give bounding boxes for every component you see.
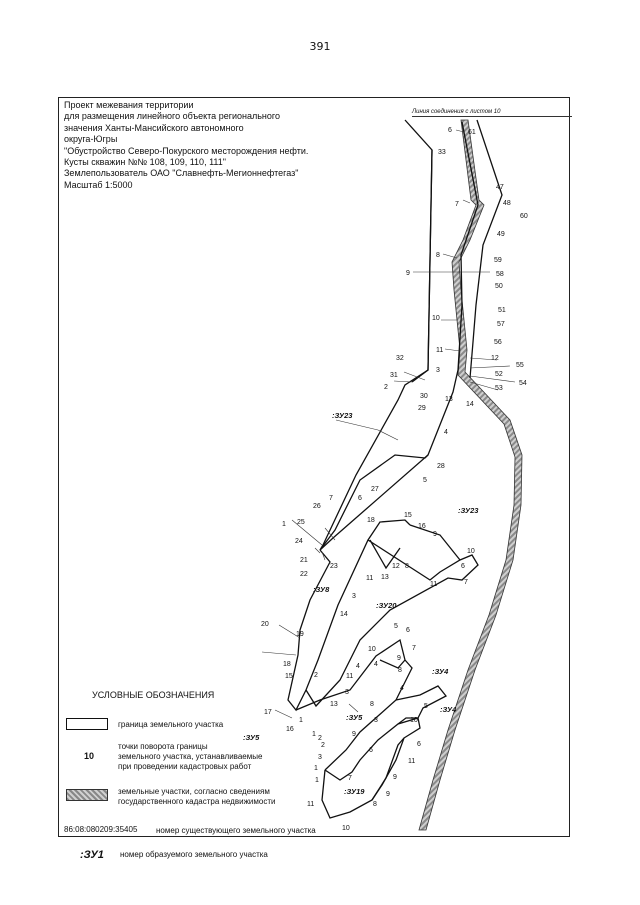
point-label: 22 xyxy=(300,571,308,578)
point-label: 13 xyxy=(445,396,453,403)
legend-point-line: земельного участка, устанавливаемые xyxy=(118,752,263,761)
point-label: 13 xyxy=(330,701,338,708)
title-line: для размещения линейного объекта регионального xyxy=(64,111,280,122)
point-label: 59 xyxy=(494,257,502,264)
point-label: 1 xyxy=(312,731,316,738)
point-label: 6 xyxy=(369,747,373,754)
parcel-zu5-lower xyxy=(322,718,420,818)
legend-existing-line: земельные участки, согласно сведениям xyxy=(118,787,270,796)
parcel-label: :ЗУ5 xyxy=(243,733,260,742)
point-label: 7 xyxy=(464,579,468,586)
point-label: 10 xyxy=(368,646,376,653)
point-label: 15 xyxy=(285,673,293,680)
point-label: 2 xyxy=(318,735,322,742)
point-label: 21 xyxy=(300,557,308,564)
parcel-label: :ЗУ23 xyxy=(458,506,479,515)
point-label: 9 xyxy=(397,655,401,662)
point-label: 11 xyxy=(346,673,354,680)
legend-cadastral-text: номер существующего земельного участка xyxy=(156,826,316,835)
legend-title: УСЛОВНЫЕ ОБОЗНАЧЕНИЯ xyxy=(92,690,215,700)
legend-boundary-swatch xyxy=(66,718,108,730)
point-label: 6 xyxy=(406,627,410,634)
point-label: 4 xyxy=(356,663,360,670)
point-label: 27 xyxy=(371,486,379,493)
point-label: 50 xyxy=(495,283,503,290)
legend-existing-line: государственного кадастра недвижимости xyxy=(118,797,276,806)
point-label: 1 xyxy=(314,765,318,772)
legend-parcel-text: номер образуемого земельного участка xyxy=(120,850,268,859)
parcel-label: :ЗУ5 xyxy=(346,713,363,722)
parcel-label: :ЗУ4 xyxy=(432,667,449,676)
point-label: 15 xyxy=(404,512,412,519)
parcel-label: :ЗУ4 xyxy=(440,705,457,714)
parcel-zu8 xyxy=(288,520,410,710)
parcel-zu5-upper xyxy=(296,640,412,770)
point-label: 4 xyxy=(444,429,448,436)
parcel-label: :ЗУ19 xyxy=(344,787,365,796)
point-label: 4 xyxy=(400,685,404,692)
point-label: 3 xyxy=(318,754,322,761)
point-label: 16 xyxy=(418,523,426,530)
title-line: Проект межевания территории xyxy=(64,100,194,110)
point-label: 48 xyxy=(503,200,511,207)
point-label: 18 xyxy=(283,661,291,668)
point-label: 16 xyxy=(286,726,294,733)
point-label: 47 xyxy=(496,184,504,191)
point-label: 33 xyxy=(438,149,446,156)
point-label: 9 xyxy=(406,270,410,277)
point-label: 18 xyxy=(367,517,375,524)
point-label: 3 xyxy=(436,367,440,374)
point-label: 9 xyxy=(386,791,390,798)
point-label: 54 xyxy=(519,380,527,387)
point-label: 11 xyxy=(436,347,444,354)
title-line: округа-Югры xyxy=(64,134,118,145)
point-label: 1 xyxy=(282,521,286,528)
point-label: 3 xyxy=(352,593,356,600)
point-label: 8 xyxy=(405,563,409,570)
point-label: 7 xyxy=(329,495,333,502)
point-label: 30 xyxy=(420,393,428,400)
point-label: 3 xyxy=(374,717,378,724)
point-label: 12 xyxy=(491,355,499,362)
legend-existing-swatch xyxy=(66,789,108,801)
title-line: Землепользователь ОАО "Славнефть-Мегионнефтегаз" xyxy=(64,168,299,179)
parcel-label: :ЗУ23 xyxy=(332,411,353,420)
point-label: 1 xyxy=(315,777,319,784)
legend-point-line: при проведении кадастровых работ xyxy=(118,762,252,771)
point-label: 29 xyxy=(418,405,426,412)
title-line: Кусты скважин №№ 108, 109, 110, 111" xyxy=(64,157,226,168)
point-label: 6 xyxy=(448,127,452,134)
point-label: 10 xyxy=(342,825,350,832)
sheet-link-label: Линия соединения с листом 10 xyxy=(412,109,572,117)
point-label: 28 xyxy=(437,463,445,470)
point-label: 52 xyxy=(495,371,503,378)
point-label: 8 xyxy=(436,252,440,259)
point-label: 11 xyxy=(307,801,315,808)
point-label: 49 xyxy=(497,231,505,238)
legend-boundary-text: граница земельного участка xyxy=(118,720,224,729)
point-label: 8 xyxy=(398,667,402,674)
point-label: 4 xyxy=(374,661,378,668)
point-label: 51 xyxy=(498,307,506,314)
point-label: 11 xyxy=(366,575,374,582)
point-label: 9 xyxy=(433,531,437,538)
point-label: 2 xyxy=(314,672,318,679)
point-label: 9 xyxy=(352,731,356,738)
point-label: 6 xyxy=(417,741,421,748)
title-line: значения Ханты-Мансийского автономного xyxy=(64,122,244,133)
point-label: 32 xyxy=(396,355,404,362)
point-label: 10 xyxy=(467,548,475,555)
parcel-label: :ЗУ20 xyxy=(376,601,397,610)
point-label: 61 xyxy=(468,129,476,136)
legend-cadastral-sample: 86:08:080209:35405 xyxy=(64,825,138,834)
point-label: 14 xyxy=(466,401,474,408)
point-label: 53 xyxy=(495,385,503,392)
point-label: 7 xyxy=(412,645,416,652)
point-label: 11 xyxy=(430,581,438,588)
point-label: 12 xyxy=(392,563,400,570)
parcel-label: :ЗУ8 xyxy=(313,585,330,594)
legend-parcel-sample: :ЗУ1 xyxy=(80,849,104,861)
point-label: 58 xyxy=(496,271,504,278)
legend-point-line: точки поворота границы xyxy=(118,742,208,751)
page-number: 391 xyxy=(309,40,331,53)
point-label: 13 xyxy=(381,574,389,581)
point-label: 31 xyxy=(390,372,398,379)
point-label: 8 xyxy=(370,701,374,708)
point-label: 10 xyxy=(432,315,440,322)
point-label: 5 xyxy=(394,623,398,630)
point-label: 7 xyxy=(348,775,352,782)
point-label: 5 xyxy=(424,703,428,710)
point-label: 8 xyxy=(373,801,377,808)
legend-point-text xyxy=(118,742,262,772)
point-label: 55 xyxy=(516,362,524,369)
point-label: 2 xyxy=(384,384,388,391)
point-label: 60 xyxy=(520,213,528,220)
point-label: 23 xyxy=(330,563,338,570)
point-label: 20 xyxy=(261,621,269,628)
point-label: 56 xyxy=(494,339,502,346)
parcel-zu23-north xyxy=(320,122,478,550)
point-label: 6 xyxy=(358,495,362,502)
point-label: 1 xyxy=(299,717,303,724)
point-label: 11 xyxy=(408,758,416,765)
legend-existing-text xyxy=(118,787,275,807)
point-label: 10 xyxy=(410,717,418,724)
point-label: 57 xyxy=(497,321,505,328)
point-label: 17 xyxy=(264,709,272,716)
point-label: 6 xyxy=(461,563,465,570)
point-label: 9 xyxy=(393,774,397,781)
point-label: 3 xyxy=(345,689,349,696)
point-label: 7 xyxy=(455,201,459,208)
point-label: 26 xyxy=(313,503,321,510)
point-label: 24 xyxy=(295,538,303,545)
legend-point-sample: 10 xyxy=(84,751,95,761)
scale-line: Масштаб 1:5000 xyxy=(64,179,133,190)
point-label: 14 xyxy=(340,611,348,618)
point-label: 2 xyxy=(321,742,325,749)
point-label: 25 xyxy=(297,519,305,526)
title-line: "Обустройство Северо-Покурского месторождения нефти. xyxy=(64,145,309,156)
point-label: 5 xyxy=(423,477,427,484)
point-label: 19 xyxy=(296,631,304,638)
